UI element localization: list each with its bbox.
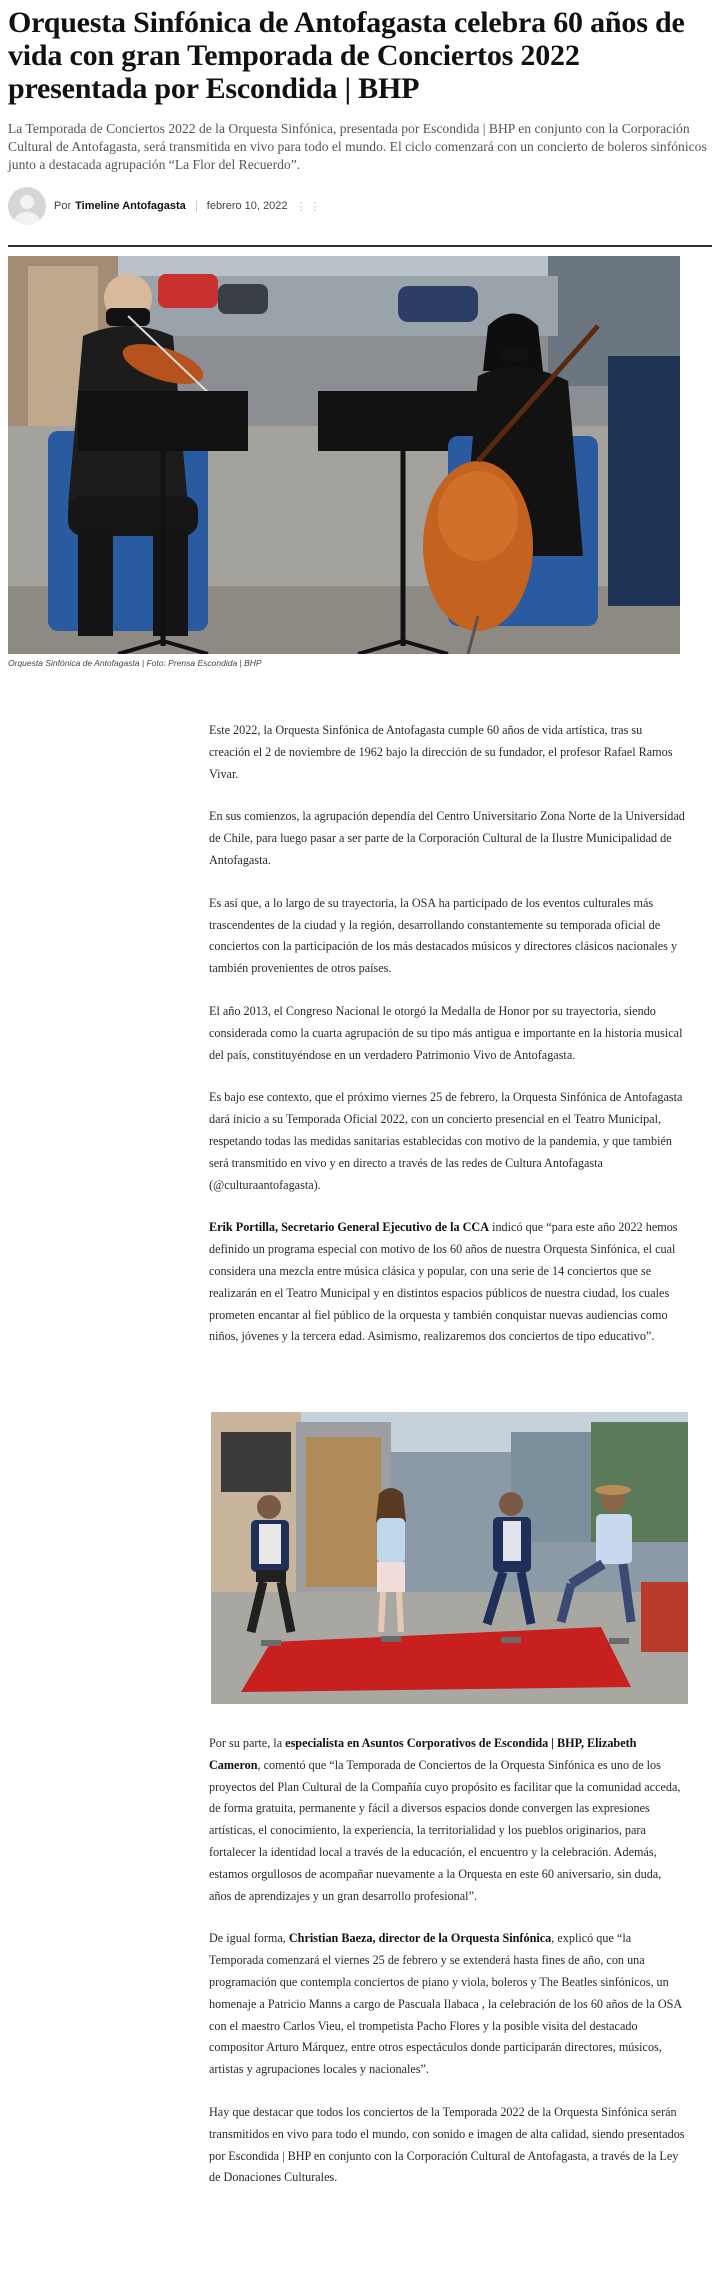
- article-body: [209, 720, 686, 1369]
- more-options-icon[interactable]: ⋮ ⋮: [295, 200, 321, 213]
- publish-date: febrero 10, 2022: [206, 200, 288, 212]
- article-meta: [8, 186, 712, 226]
- speaker-name: Christian Baeza, director de la Orquesta Sinfónica: [288, 1931, 552, 1946]
- paragraph-text: Por su parte, la: [209, 1736, 286, 1750]
- quote-text: indicó que “para este año 2022 hemos definido un programa especial con motivo de los 60 años de nuestra Orquesta Sinfónica, el cual considera una mezcla entre música clásica y popular, con una serie de 14 conciertos que se realizarán en el Teatro Municipal y en distintos espacios públicos de nuestra ciudad, los cuales prometen encantar al fiel público de la orquesta y también conquistar nuevas audiencias como niños, jóvenes y la tercera edad. Asimismo, realizaremos dos conciertos de tipo educativo”.: [209, 1220, 678, 1344]
- paragraph-text: De igual forma,: [209, 1931, 289, 1946]
- hero-image: [8, 256, 680, 654]
- paragraph: [209, 1733, 686, 1907]
- paragraph: [209, 1217, 686, 1348]
- header-divider: [8, 245, 712, 247]
- article-title: Orquesta Sinfónica de Antofagasta celebra 60 años de vida con gran Temporada de Conciertos 2022 presentada por Escondida | BHP: [8, 6, 685, 105]
- by-label: Por: [54, 200, 72, 212]
- paragraph: Hay que destacar que todos los conciertos de la Temporada 2022 de la Orquesta Sinfónica serán transmitidos en vivo para todo el mundo, con sonido e imagen de alta calidad, siendo presentados por Escondida | BHP en conjunto con la Corporación Cultural de Antofagasta, a través de la Ley de Donaciones Culturales.: [209, 2104, 685, 2185]
- author-avatar[interactable]: [8, 187, 46, 225]
- article-lead: La Temporada de Conciertos 2022 de la Orquesta Sinfónica, presentada por Escondida | BHP en conjunto con la Corporación Cultural de Antofagasta, será transmitida en vivo para todo el mundo. El ciclo comenzará con un concierto de boleros sinfónicos junto a destacada agrupación “La Flor del Recuerdo”.: [8, 121, 707, 172]
- quote-text: , comentó que “la Temporada de Conciertos de la Orquesta Sinfónica es uno de los proyectos del Plan Cultural de la Compañía cuyo propósito es facilitar que la comunidad acceda, de forma gratuita, permanente y fácil a diversos espacios donde convergen las expresiones artísticas, el conocimiento, la experiencia, la territorialidad y los pueblos originarios, para fortalecer la identidad local a través de la educación, el encuentro y la celebración. Además, estamos orgullosos de acompañar nuevamente a la Orquesta en este 60 aniversario, sin duda, años de aprendizajes y un gran desarrollo profesional”.: [209, 1757, 681, 1903]
- article-body-continued: [209, 1733, 686, 2210]
- paragraph: Es así que, a lo largo de su trayectoria, la OSA ha participado de los eventos culturales más trascendentes de la ciudad y la región, desarrollando constantemente su temporada oficial de conciertos con la participación de los más destacados músicos y directores clásicos nacionales y también provenientes de otros países.: [209, 895, 678, 976]
- author-link[interactable]: Timeline Antofagasta: [75, 200, 186, 212]
- hero-caption: Orquesta Sinfónica de Antofagasta | Foto: Prensa Escondida | BHP: [8, 658, 262, 668]
- speaker-name: Erik Portilla, Secretario General Ejecutivo de la CCA: [209, 1220, 490, 1235]
- quote-text: , explicó que “la Temporada comenzará el viernes 25 de febrero y se extenderá hasta fines de año, con una programación que contempla conciertos de piano y viola, boleros y The Beatles sinfónicos, un homenaje a Patricio Manns a cargo de Pascuala Ilabaca , la celebración de los 60 años de la OSA con el maestro Carlos Vieu, el trompetista Pacho Flores y la posible visita del destacado compositor Arturo Márquez, entre otros espectáculos donde participarán directores, músicos, artistas y agrupaciones locales y nacionales”.: [209, 1931, 682, 2077]
- speaker-name: especialista en Asuntos Corporativos de Escondida | BHP, Elizabeth Cameron: [209, 1736, 637, 1772]
- paragraph: Este 2022, la Orquesta Sinfónica de Antofagasta cumple 60 años de vida artística, tras su creación el 2 de noviembre de 1962 bajo la dirección de su fundador, el profesor Rafael Ramos Vivar.: [209, 723, 673, 781]
- paragraph: Es bajo ese contexto, que el próximo viernes 25 de febrero, la Orquesta Sinfónica de Antofagasta dará inicio a su Temporada Oficial 2022, con un concierto presencial en el Teatro Municipal, respetando todas las medidas sanitarias establecidas con motivo de la pandemia, y que también será transmitido en vivo y en directo a través de las redes de Cultura Antofagasta (@culturaantofagasta).: [209, 1090, 683, 1192]
- paragraph: En sus comienzos, la agrupación dependía del Centro Universitario Zona Norte de la Universidad de Chile, para luego pasar a ser parte de la Corporación Cultural de la Ilustre Municipalidad de Antofagasta.: [209, 809, 685, 867]
- paragraph: [209, 1928, 686, 2081]
- paragraph: El año 2013, el Congreso Nacional le otorgó la Medalla de Honor por su trayectoria, siendo considerada como la cuarta agrupación de su tipo más antigua e importante en la historia musical del país, constituyéndose en un verdadero Patrimonio Vivo de Antofagasta.: [209, 1003, 683, 1062]
- event-photo: [211, 1412, 688, 1704]
- meta-divider: [196, 200, 197, 212]
